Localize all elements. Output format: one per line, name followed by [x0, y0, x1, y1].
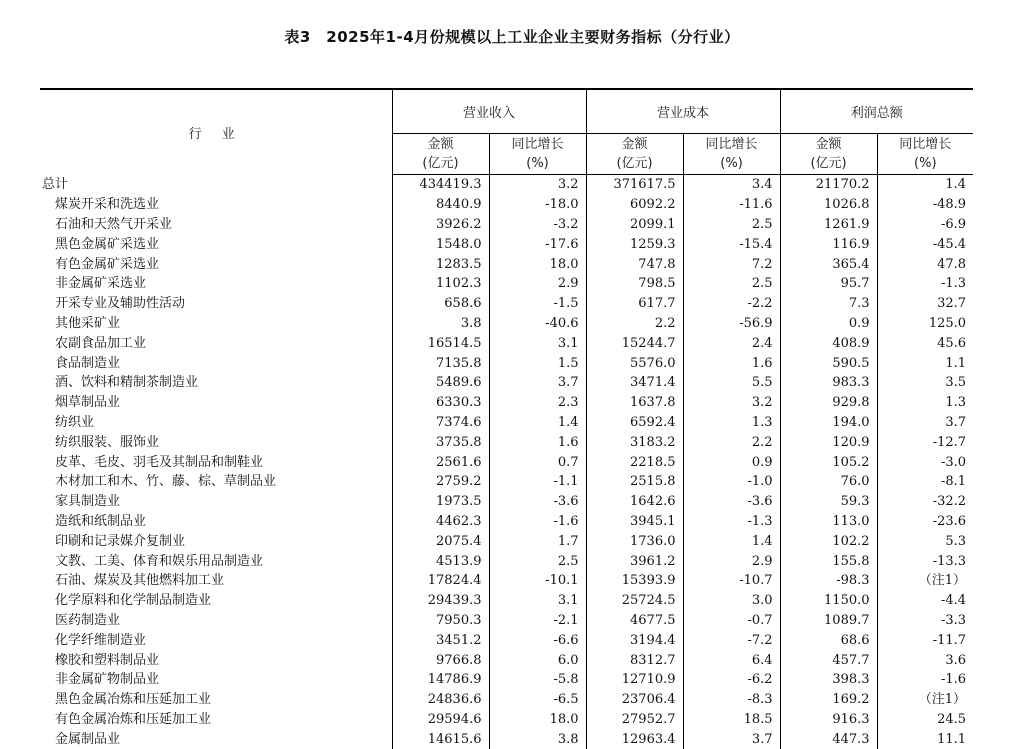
- cost-growth-cell: -1.3: [683, 512, 780, 532]
- revenue-growth-cell: 2.9: [489, 274, 586, 294]
- profit-amount-cell: 21170.2: [780, 175, 877, 195]
- cost-amount-cell: 2.2: [586, 314, 683, 334]
- profit-amount-cell: -98.3: [780, 571, 877, 591]
- table-title: 表3 2025年1-4月份规模以上工业企业主要财务指标（分行业）: [0, 26, 1024, 47]
- revenue-growth-header: 同比增长 (%): [489, 134, 586, 175]
- cost-amount-cell: 12710.9: [586, 670, 683, 690]
- industry-name-cell: 非金属矿物制品业: [40, 670, 392, 690]
- revenue-growth-cell: 3.2: [489, 175, 586, 195]
- profit-amount-cell: 95.7: [780, 274, 877, 294]
- revenue-amount-cell: 2759.2: [392, 472, 489, 492]
- revenue-growth-cell: -40.6: [489, 314, 586, 334]
- cost-amount-cell: 6592.4: [586, 413, 683, 433]
- table-row: [40, 294, 973, 314]
- profit-growth-cell: 3.6: [877, 650, 973, 670]
- table-row: [40, 254, 973, 274]
- profit-amount-cell: 398.3: [780, 670, 877, 690]
- cost-amount-cell: 617.7: [586, 294, 683, 314]
- profit-growth-cell: -3.0: [877, 452, 973, 472]
- industry-name-cell: 开采专业及辅助性活动: [40, 294, 392, 314]
- profit-growth-cell: （注1）: [877, 571, 973, 591]
- profit-growth-cell: -11.7: [877, 630, 973, 650]
- cost-amount-cell: 15393.9: [586, 571, 683, 591]
- table-row: [40, 630, 973, 650]
- profit-growth-cell: 32.7: [877, 294, 973, 314]
- profit-growth-cell: -6.9: [877, 215, 973, 235]
- revenue-amount-cell: 4462.3: [392, 512, 489, 532]
- cost-growth-cell: 2.2: [683, 432, 780, 452]
- industry-name-cell: 印刷和记录媒介复制业: [40, 531, 392, 551]
- revenue-amount-cell: 9766.8: [392, 650, 489, 670]
- profit-growth-cell: -45.4: [877, 234, 973, 254]
- cost-amount-cell: 23706.4: [586, 690, 683, 710]
- profit-growth-cell: 125.0: [877, 314, 973, 334]
- industry-name-cell: 纺织业: [40, 413, 392, 433]
- industry-name-cell: 医药制造业: [40, 611, 392, 631]
- cost-amount-cell: 5576.0: [586, 353, 683, 373]
- revenue-growth-cell: 1.4: [489, 413, 586, 433]
- table-row: [40, 373, 973, 393]
- revenue-growth-cell: -10.1: [489, 571, 586, 591]
- revenue-amount-cell: 2075.4: [392, 531, 489, 551]
- cost-amount-cell: 3961.2: [586, 551, 683, 571]
- cost-growth-cell: 6.4: [683, 650, 780, 670]
- profit-growth-cell: 5.3: [877, 531, 973, 551]
- revenue-amount-cell: 16514.5: [392, 333, 489, 353]
- cost-amount-cell: 3945.1: [586, 512, 683, 532]
- cost-amount-cell: 15244.7: [586, 333, 683, 353]
- industry-name-cell: 食品制造业: [40, 353, 392, 373]
- table-row: [40, 393, 973, 413]
- profit-growth-cell: -48.9: [877, 195, 973, 215]
- profit-amount-cell: 76.0: [780, 472, 877, 492]
- industry-name-cell: 总计: [40, 175, 392, 195]
- table-row: [40, 234, 973, 254]
- cost-amount-cell: 371617.5: [586, 175, 683, 195]
- profit-amount-cell: 590.5: [780, 353, 877, 373]
- revenue-amount-cell: 7135.8: [392, 353, 489, 373]
- table-row: [40, 274, 973, 294]
- cost-growth-cell: 0.9: [683, 452, 780, 472]
- table-row: [40, 512, 973, 532]
- profit-amount-cell: 102.2: [780, 531, 877, 551]
- cost-amount-cell: 1637.8: [586, 393, 683, 413]
- revenue-amount-cell: 24836.6: [392, 690, 489, 710]
- table-row: [40, 551, 973, 571]
- cost-growth-cell: 5.5: [683, 373, 780, 393]
- cost-growth-cell: -15.4: [683, 234, 780, 254]
- cost-amount-cell: 27952.7: [586, 710, 683, 730]
- profit-growth-cell: 1.3: [877, 393, 973, 413]
- profit-amount-cell: 120.9: [780, 432, 877, 452]
- cost-growth-cell: -3.6: [683, 492, 780, 512]
- revenue-growth-cell: -1.5: [489, 294, 586, 314]
- profit-amount-cell: 105.2: [780, 452, 877, 472]
- profit-growth-cell: -1.6: [877, 670, 973, 690]
- revenue-group-header: 营业收入: [392, 89, 586, 134]
- revenue-growth-cell: 1.7: [489, 531, 586, 551]
- profit-growth-cell: 1.4: [877, 175, 973, 195]
- cost-amount-cell: 3183.2: [586, 432, 683, 452]
- cost-amount-cell: 2218.5: [586, 452, 683, 472]
- profit-amount-cell: 1089.7: [780, 611, 877, 631]
- cost-growth-cell: 3.7: [683, 729, 780, 749]
- cost-growth-cell: 18.5: [683, 710, 780, 730]
- revenue-amount-cell: 17824.4: [392, 571, 489, 591]
- industry-name-cell: 黑色金属矿采选业: [40, 234, 392, 254]
- cost-growth-cell: 7.2: [683, 254, 780, 274]
- profit-growth-cell: 11.1: [877, 729, 973, 749]
- cost-growth-cell: -56.9: [683, 314, 780, 334]
- table-row: [40, 571, 973, 591]
- profit-growth-cell: -13.3: [877, 551, 973, 571]
- revenue-growth-cell: -3.6: [489, 492, 586, 512]
- industry-name-cell: 化学纤维制造业: [40, 630, 392, 650]
- revenue-growth-cell: 0.7: [489, 452, 586, 472]
- table-row: [40, 531, 973, 551]
- revenue-amount-cell: 7950.3: [392, 611, 489, 631]
- table-row: [40, 690, 973, 710]
- revenue-amount-cell: 1548.0: [392, 234, 489, 254]
- revenue-amount-cell: 434419.3: [392, 175, 489, 195]
- revenue-growth-cell: 3.1: [489, 591, 586, 611]
- revenue-amount-cell: 7374.6: [392, 413, 489, 433]
- revenue-growth-cell: -17.6: [489, 234, 586, 254]
- profit-amount-cell: 916.3: [780, 710, 877, 730]
- cost-amount-cell: 2515.8: [586, 472, 683, 492]
- table-row: [40, 314, 973, 334]
- industry-name-cell: 化学原料和化学制品制造业: [40, 591, 392, 611]
- profit-growth-cell: 45.6: [877, 333, 973, 353]
- cost-amount-cell: 798.5: [586, 274, 683, 294]
- industry-name-cell: 纺织服装、服饰业: [40, 432, 392, 452]
- revenue-growth-cell: 1.6: [489, 432, 586, 452]
- profit-amount-cell: 7.3: [780, 294, 877, 314]
- revenue-amount-cell: 1102.3: [392, 274, 489, 294]
- cost-growth-cell: -2.2: [683, 294, 780, 314]
- profit-amount-cell: 169.2: [780, 690, 877, 710]
- table-row: [40, 729, 973, 749]
- profit-amount-cell: 68.6: [780, 630, 877, 650]
- cost-growth-cell: -7.2: [683, 630, 780, 650]
- industry-name-cell: 木材加工和木、竹、藤、棕、草制品业: [40, 472, 392, 492]
- table-row: [40, 472, 973, 492]
- profit-amount-cell: 929.8: [780, 393, 877, 413]
- revenue-amount-cell: 3.8: [392, 314, 489, 334]
- cost-growth-cell: 1.6: [683, 353, 780, 373]
- profit-amount-cell: 1150.0: [780, 591, 877, 611]
- revenue-growth-cell: -1.1: [489, 472, 586, 492]
- cost-amount-cell: 1736.0: [586, 531, 683, 551]
- cost-growth-cell: 2.9: [683, 551, 780, 571]
- cost-growth-cell: 1.3: [683, 413, 780, 433]
- profit-growth-cell: 1.1: [877, 353, 973, 373]
- industry-name-cell: 黑色金属冶炼和压延加工业: [40, 690, 392, 710]
- industry-name-cell: 酒、饮料和精制茶制造业: [40, 373, 392, 393]
- profit-growth-cell: -4.4: [877, 591, 973, 611]
- table-row: [40, 353, 973, 373]
- profit-amount-cell: 113.0: [780, 512, 877, 532]
- profit-amount-cell: 447.3: [780, 729, 877, 749]
- industry-name-cell: 烟草制品业: [40, 393, 392, 413]
- profit-growth-cell: -3.3: [877, 611, 973, 631]
- industry-name-cell: 其他采矿业: [40, 314, 392, 334]
- revenue-amount-cell: 14615.6: [392, 729, 489, 749]
- cost-growth-cell: -6.2: [683, 670, 780, 690]
- profit-amount-cell: 59.3: [780, 492, 877, 512]
- table-row: [40, 650, 973, 670]
- profit-amount-cell: 0.9: [780, 314, 877, 334]
- table-body: [40, 175, 973, 749]
- cost-growth-cell: 1.4: [683, 531, 780, 551]
- cost-amount-cell: 25724.5: [586, 591, 683, 611]
- revenue-amount-cell: 658.6: [392, 294, 489, 314]
- profit-group-header: 利润总额: [780, 89, 973, 134]
- cost-group-header: 营业成本: [586, 89, 780, 134]
- revenue-amount-header: 金额 (亿元): [392, 134, 489, 175]
- revenue-growth-cell: 2.3: [489, 393, 586, 413]
- revenue-amount-cell: 3735.8: [392, 432, 489, 452]
- profit-growth-cell: 47.8: [877, 254, 973, 274]
- revenue-amount-cell: 3451.2: [392, 630, 489, 650]
- revenue-amount-cell: 29439.3: [392, 591, 489, 611]
- cost-growth-cell: -8.3: [683, 690, 780, 710]
- table-row: [40, 195, 973, 215]
- profit-growth-cell: 24.5: [877, 710, 973, 730]
- cost-growth-cell: -10.7: [683, 571, 780, 591]
- table-row: [40, 492, 973, 512]
- cost-growth-header: 同比增长 (%): [683, 134, 780, 175]
- revenue-amount-cell: 29594.6: [392, 710, 489, 730]
- cost-amount-cell: 4677.5: [586, 611, 683, 631]
- cost-amount-cell: 12963.4: [586, 729, 683, 749]
- cost-amount-cell: 2099.1: [586, 215, 683, 235]
- cost-amount-cell: 8312.7: [586, 650, 683, 670]
- revenue-growth-cell: 3.8: [489, 729, 586, 749]
- cost-amount-cell: 1642.6: [586, 492, 683, 512]
- profit-amount-cell: 194.0: [780, 413, 877, 433]
- table-row: [40, 591, 973, 611]
- table-row: [40, 333, 973, 353]
- table-row: [40, 452, 973, 472]
- profit-growth-cell: 3.7: [877, 413, 973, 433]
- profit-amount-cell: 408.9: [780, 333, 877, 353]
- table-row: [40, 215, 973, 235]
- cost-growth-cell: 2.5: [683, 215, 780, 235]
- profit-growth-cell: -8.1: [877, 472, 973, 492]
- revenue-amount-cell: 4513.9: [392, 551, 489, 571]
- cost-growth-cell: 3.2: [683, 393, 780, 413]
- financial-indicators-table: [40, 88, 973, 749]
- industry-name-cell: 造纸和纸制品业: [40, 512, 392, 532]
- revenue-growth-cell: 18.0: [489, 710, 586, 730]
- table-row: [40, 670, 973, 690]
- cost-growth-cell: -0.7: [683, 611, 780, 631]
- profit-growth-cell: -12.7: [877, 432, 973, 452]
- revenue-growth-cell: 3.7: [489, 373, 586, 393]
- profit-growth-cell: -1.3: [877, 274, 973, 294]
- revenue-growth-cell: -6.6: [489, 630, 586, 650]
- cost-amount-header: 金额 (亿元): [586, 134, 683, 175]
- profit-amount-cell: 155.8: [780, 551, 877, 571]
- cost-growth-cell: 2.5: [683, 274, 780, 294]
- profit-growth-cell: -23.6: [877, 512, 973, 532]
- revenue-growth-cell: 3.1: [489, 333, 586, 353]
- cost-amount-cell: 747.8: [586, 254, 683, 274]
- revenue-growth-cell: -6.5: [489, 690, 586, 710]
- cost-amount-cell: 3194.4: [586, 630, 683, 650]
- total-row: [40, 175, 973, 195]
- industry-name-cell: 家具制造业: [40, 492, 392, 512]
- revenue-amount-cell: 1283.5: [392, 254, 489, 274]
- industry-name-cell: 金属制品业: [40, 729, 392, 749]
- revenue-growth-cell: -3.2: [489, 215, 586, 235]
- industry-name-cell: 有色金属冶炼和压延加工业: [40, 710, 392, 730]
- industry-column-header: 行 业: [40, 89, 392, 175]
- profit-amount-header: 金额 (亿元): [780, 134, 877, 175]
- cost-amount-cell: 3471.4: [586, 373, 683, 393]
- revenue-amount-cell: 3926.2: [392, 215, 489, 235]
- revenue-amount-cell: 6330.3: [392, 393, 489, 413]
- revenue-growth-cell: 6.0: [489, 650, 586, 670]
- industry-name-cell: 石油和天然气开采业: [40, 215, 392, 235]
- industry-name-cell: 非金属矿采选业: [40, 274, 392, 294]
- table-header: [40, 89, 973, 175]
- revenue-amount-cell: 5489.6: [392, 373, 489, 393]
- profit-amount-cell: 365.4: [780, 254, 877, 274]
- industry-name-cell: 石油、煤炭及其他燃料加工业: [40, 571, 392, 591]
- profit-growth-cell: 3.5: [877, 373, 973, 393]
- profit-amount-cell: 1026.8: [780, 195, 877, 215]
- profit-amount-cell: 457.7: [780, 650, 877, 670]
- table-row: [40, 432, 973, 452]
- profit-growth-cell: -32.2: [877, 492, 973, 512]
- industry-name-cell: 有色金属矿采选业: [40, 254, 392, 274]
- table-row: [40, 413, 973, 433]
- profit-amount-cell: 1261.9: [780, 215, 877, 235]
- cost-growth-cell: 3.4: [683, 175, 780, 195]
- profit-amount-cell: 116.9: [780, 234, 877, 254]
- table-row: [40, 611, 973, 631]
- industry-name-cell: 文教、工美、体育和娱乐用品制造业: [40, 551, 392, 571]
- revenue-growth-cell: 1.5: [489, 353, 586, 373]
- cost-growth-cell: -11.6: [683, 195, 780, 215]
- industry-name-cell: 农副食品加工业: [40, 333, 392, 353]
- cost-growth-cell: 3.0: [683, 591, 780, 611]
- cost-growth-cell: 2.4: [683, 333, 780, 353]
- revenue-growth-cell: -18.0: [489, 195, 586, 215]
- profit-amount-cell: 983.3: [780, 373, 877, 393]
- cost-growth-cell: -1.0: [683, 472, 780, 492]
- profit-growth-cell: （注1）: [877, 690, 973, 710]
- industry-name-cell: 皮革、毛皮、羽毛及其制品和制鞋业: [40, 452, 392, 472]
- industry-name-cell: 橡胶和塑料制品业: [40, 650, 392, 670]
- revenue-growth-cell: 18.0: [489, 254, 586, 274]
- revenue-amount-cell: 14786.9: [392, 670, 489, 690]
- revenue-growth-cell: 2.5: [489, 551, 586, 571]
- revenue-amount-cell: 1973.5: [392, 492, 489, 512]
- revenue-growth-cell: -2.1: [489, 611, 586, 631]
- revenue-growth-cell: -5.8: [489, 670, 586, 690]
- industry-name-cell: 煤炭开采和洗选业: [40, 195, 392, 215]
- table-row: [40, 710, 973, 730]
- revenue-amount-cell: 8440.9: [392, 195, 489, 215]
- revenue-growth-cell: -1.6: [489, 512, 586, 532]
- profit-growth-header: 同比增长 (%): [877, 134, 973, 175]
- revenue-amount-cell: 2561.6: [392, 452, 489, 472]
- cost-amount-cell: 6092.2: [586, 195, 683, 215]
- cost-amount-cell: 1259.3: [586, 234, 683, 254]
